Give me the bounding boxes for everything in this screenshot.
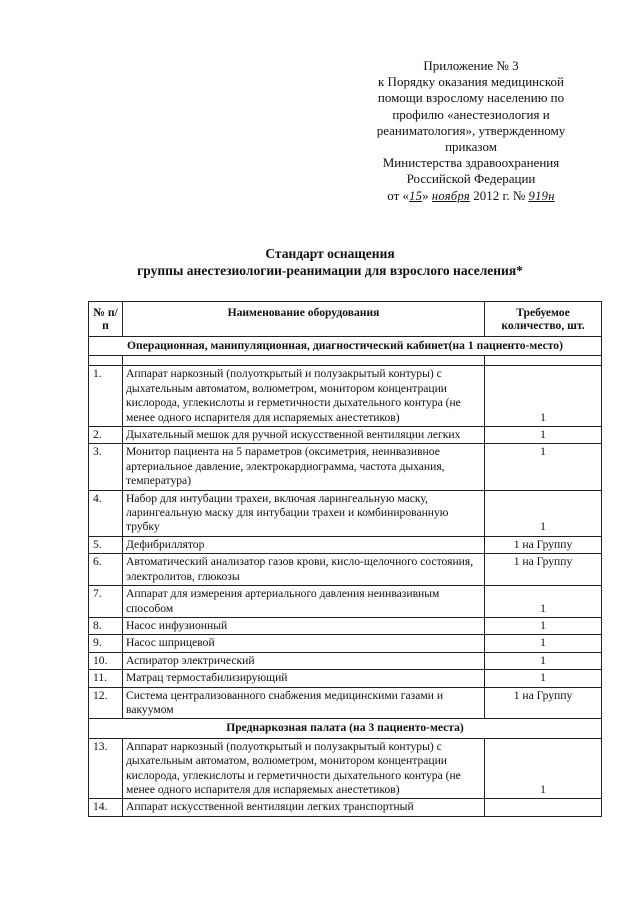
equipment-name: Автоматический анализатор газов крови, кисло-щелочного состояния, электролитов, глюкозы bbox=[123, 554, 485, 586]
title-line-2: группы анестезиологии-реанимации для взрослого населения* bbox=[137, 263, 523, 278]
table-row bbox=[89, 490, 602, 536]
appendix-line: к Порядку оказания медицинской bbox=[377, 74, 565, 90]
required-quantity: 1 bbox=[485, 366, 602, 427]
table-row bbox=[89, 366, 602, 427]
table-row bbox=[89, 635, 602, 652]
row-number: 14. bbox=[89, 799, 123, 816]
appendix-line: реаниматология», утвержденному bbox=[376, 122, 566, 138]
row-number: 2. bbox=[89, 427, 123, 444]
date-mid: » bbox=[422, 187, 432, 203]
row-number: 8. bbox=[89, 617, 123, 634]
table-header-row bbox=[89, 302, 602, 337]
required-quantity bbox=[485, 799, 602, 816]
required-quantity: 1 bbox=[485, 670, 602, 687]
table-row bbox=[89, 427, 602, 444]
required-quantity: 1 на Группу bbox=[485, 687, 602, 719]
appendix-line: Министерства здравоохранения bbox=[382, 155, 560, 171]
required-quantity: 1 bbox=[485, 738, 602, 799]
table-row bbox=[89, 652, 602, 669]
row-number: 1. bbox=[89, 366, 123, 427]
section-row bbox=[89, 719, 602, 738]
row-number: 13. bbox=[89, 738, 123, 799]
row-number: 12. bbox=[89, 687, 123, 719]
appendix-line: Приложение № 3 bbox=[423, 58, 519, 73]
table-row bbox=[89, 799, 602, 816]
title-line-1: Стандарт оснащения bbox=[265, 246, 395, 261]
required-quantity: 1 на Группу bbox=[485, 554, 602, 586]
row-number: 4. bbox=[89, 490, 123, 536]
date-prefix: от « bbox=[387, 187, 410, 203]
row-number: 10. bbox=[89, 652, 123, 669]
equipment-name: Аппарат для измерения артериального давления неинвазивным способом bbox=[123, 586, 485, 618]
document-title bbox=[80, 245, 580, 279]
equipment-name: Насос инфузионный bbox=[123, 617, 485, 634]
appendix-line: приказом bbox=[445, 139, 497, 155]
table-row bbox=[89, 536, 602, 553]
table-row bbox=[89, 687, 602, 719]
spacer-row bbox=[89, 356, 602, 366]
row-number: 9. bbox=[89, 635, 123, 652]
handwritten-order-number: 919н bbox=[528, 188, 555, 203]
table-row bbox=[89, 586, 602, 618]
table-row bbox=[89, 554, 602, 586]
equipment-name: Дыхательный мешок для ручной искусственной вентиляции легких bbox=[123, 427, 485, 444]
required-quantity: 1 bbox=[485, 617, 602, 634]
equipment-name: Монитор пациента на 5 параметров (оксиметрия, неинвазивное артериальное давление, электрокардиограмма, частота дыхания, температура) bbox=[123, 444, 485, 490]
equipment-name: Аппарат искусственной вентиляции легких транспортный bbox=[123, 799, 485, 816]
appendix-line: профилю «анестезиология и bbox=[392, 106, 550, 122]
required-quantity: 1 bbox=[485, 427, 602, 444]
appendix-line: помощи взрослому населению по bbox=[377, 90, 565, 106]
required-quantity: 1 bbox=[485, 635, 602, 652]
handwritten-month: ноября bbox=[431, 188, 471, 203]
section-title: Операционная, манипуляционная, диагностический кабинет(на 1 пациенто-место) bbox=[89, 337, 602, 356]
order-date-line bbox=[340, 188, 602, 204]
appendix-block bbox=[340, 58, 602, 204]
row-number: 3. bbox=[89, 444, 123, 490]
row-number: 5. bbox=[89, 536, 123, 553]
required-quantity: 1 bbox=[485, 490, 602, 536]
required-quantity: 1 bbox=[485, 652, 602, 669]
header-num: № п/п bbox=[89, 302, 123, 337]
equipment-name: Матрац термостабилизирующий bbox=[123, 670, 485, 687]
equipment-name: Система централизованного снабжения медицинскими газами и вакуумом bbox=[123, 687, 485, 719]
equipment-name: Аспиратор электрический bbox=[123, 652, 485, 669]
table-row bbox=[89, 444, 602, 490]
equipment-name: Аппарат наркозный (полуоткрытый и полузакрытый контуры) с дыхательным автоматом, волюметром, монитором концентрации кислорода, углекислоты и герметичности дыхательного контура (не менее одного испарителя для испаряемых анестетиков) bbox=[123, 366, 485, 427]
date-year: 2012 г. № bbox=[470, 187, 529, 203]
header-name: Наименование оборудования bbox=[123, 302, 485, 337]
table-row bbox=[89, 670, 602, 687]
handwritten-day: 15 bbox=[409, 188, 423, 203]
equipment-table bbox=[88, 301, 602, 817]
equipment-name: Насос шприцевой bbox=[123, 635, 485, 652]
section-title: Преднаркозная палата (на 3 пациенто-места) bbox=[89, 719, 602, 738]
appendix-line: Российской Федерации bbox=[406, 171, 536, 187]
required-quantity: 1 bbox=[485, 444, 602, 490]
equipment-name: Дефибриллятор bbox=[123, 536, 485, 553]
equipment-name: Набор для интубации трахеи, включая ларингеальную маску, ларингеальную маску для интубации трахеи и комбинированную трубку bbox=[123, 490, 485, 536]
header-qty: Требуемое количество, шт. bbox=[485, 302, 602, 337]
row-number: 6. bbox=[89, 554, 123, 586]
table-row bbox=[89, 617, 602, 634]
required-quantity: 1 на Группу bbox=[485, 536, 602, 553]
row-number: 7. bbox=[89, 586, 123, 618]
table-row bbox=[89, 738, 602, 799]
row-number: 11. bbox=[89, 670, 123, 687]
equipment-name: Аппарат наркозный (полуоткрытый и полузакрытый контуры) с дыхательным автоматом, волюметром, монитором концентрации кислорода, углекислоты и герметичности дыхательного контура (не менее одного испарителя для испаряемых анестетиков) bbox=[123, 738, 485, 799]
section-row bbox=[89, 337, 602, 356]
required-quantity: 1 bbox=[485, 586, 602, 618]
